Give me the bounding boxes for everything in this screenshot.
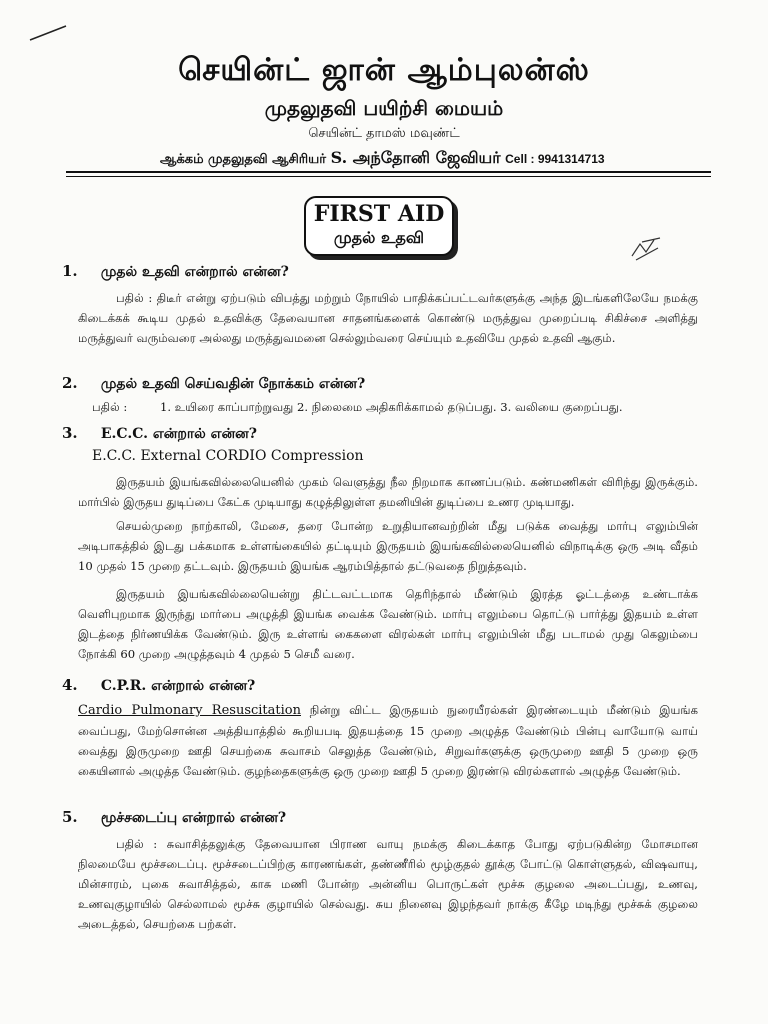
cpr-paragraph	[78, 700, 698, 781]
section-question: மூச்சடைப்பு என்றால் என்ன?	[100, 810, 287, 826]
section-1-answer: பதில் : திடீர் என்று ஏற்படும் விபத்து மற்றும் நோயில் பாதிக்கப்பட்டவர்களுக்கு அந்த இடங்களிலேயே நமக்கு கிடைக்கக் கூடிய முதல் உதவிக்கு தேவையான சாதனங்களைக் கொண்டு மருத்துவ முறைப்படி சிகிச்சை அளித்து மருத்துவர் வரும்வரை அல்லது மருத்துவமனை செல்லும்வரை செய்யும் உதவியே முதல் உதவி ஆகும்.	[78, 291, 698, 345]
section-question: E.C.C. என்றால் என்ன?	[100, 426, 257, 442]
cpr-term: Cardio Pulmonary Resuscitation	[78, 703, 301, 718]
header-rule-thin	[66, 176, 711, 177]
section-4-heading	[62, 676, 255, 696]
section-1-heading	[62, 262, 289, 282]
instructor-name: S. அந்தோனி ஜேவியர்	[330, 148, 501, 167]
section-number: 5.	[62, 808, 78, 826]
section-question: C.P.R. என்றால் என்ன?	[100, 678, 256, 694]
section-number: 4.	[62, 676, 78, 694]
first-aid-title-en: FIRST AID	[313, 201, 445, 227]
ecc-expansion: E.C.C. External CORDIO Compression	[92, 448, 364, 464]
first-aid-title-ta: முதல் உதவி	[333, 228, 425, 247]
section-2-heading	[62, 374, 365, 394]
organization-title: செயின்ட் ஜான் ஆம்புலன்ஸ்	[178, 52, 590, 88]
section-number: 2.	[62, 374, 78, 392]
section-2-answer: 1. உயிரை காப்பாற்றுவது 2. நிலைமை அதிகரிக்காமல் தடுப்பது. 3. வலியை குறைப்பது.	[160, 400, 623, 414]
ecc-paragraph-3: இருதயம் இயங்கவில்லையென்று திட்டவட்டமாக தெரிந்தால் மீண்டும் இரத்த ஓட்டத்தை உண்டாக்க வெளிபுறமாக இருந்து மார்பை அழுத்தி இயங்க வைக்க வேண்டும். மார்பு எலும்பை தொட்டு பார்த்து இதயம் உள்ள இடத்தை நிர்ணயிக்க வேண்டும். இரு உள்ளங் கைகளை விரல்கள் மார்பு எலும்பின் மீது படாமல் முது கெலும்பை நோக்கி 60 முறை அழுத்தவும் 4 முதல் 5 செமீ வரை.	[78, 587, 698, 661]
location-line: செயின்ட் தாமஸ் மவுண்ட்	[308, 126, 460, 141]
header-rule-thick	[66, 171, 711, 173]
ecc-paragraph-2: செயல்முறை நாற்காலி, மேசை, தரை போன்ற உறுதியானவற்றின் மீது படுக்க வைத்து மார்பு எலும்பின் அடிபாகத்தில் இடது பக்கமாக உள்ளங்கையில் தட்டியும் இருதயம் இயங்கவில்லையெனில் விநாடிக்கு ஒரு அடி வீதம் 10 முதல் 15 முறை தட்டவும். இருதயம் இயங்க ஆரம்பித்தால் தட்டுவதை நிறுத்தவும்.	[78, 519, 698, 573]
instructor-prefix: ஆக்கம் முதலுதவி ஆசிரியர்	[160, 152, 327, 167]
instructor-line	[160, 148, 605, 169]
section-5-heading	[62, 808, 286, 828]
section-number: 1.	[62, 262, 78, 280]
first-aid-badge	[304, 196, 454, 256]
section-number: 3.	[62, 424, 78, 442]
ecc-paragraph-1: இருதயம் இயங்கவில்லையெனில் முகம் வெளுத்து நீல நிறமாக காணப்படும். கண்மணிகள் விரிந்து இருக்கும். மார்பில் இருதய துடிப்பை கேட்க முடியாது கழுத்திலுள்ள தமனியின் துடிப்பை உணர முடியாது.	[78, 475, 698, 509]
centre-subtitle: முதலுதவி பயிற்சி மையம்	[264, 96, 504, 120]
section-3-heading	[62, 424, 257, 444]
cell-number: Cell : 9941314713	[505, 152, 605, 166]
scan-scribble-mark	[628, 234, 664, 264]
section-2-answer-label: பதில் :	[92, 400, 128, 414]
scan-stroke-mark	[28, 22, 68, 42]
section-question: முதல் உதவி செய்வதின் நோக்கம் என்ன?	[100, 376, 366, 392]
cpr-text: நின்று விட்ட இருதயம் நுரையீரல்கள் இரண்டையும் மீண்டும் இயங்க வைப்பது, மேற்சொன்ன அத்தியாத்தில் கூறியபடி இதயத்தை 15 முறை அழுத்த வேண்டும் பின்பு வாயோடு வாய் வைத்து இருமுறை ஊதி செயற்கை சுவாசம் செலுத்த வேண்டும், சிறுவர்களுக்கு ஒருமுறை ஊதி 5 முறை ஒரு கையினால் அழுத்த வேண்டும். குழந்தைகளுக்கு ஒரு முறை ஊதி 5 முறை இரண்டு விரல்களால் அழுத்த வேண்டும்.	[78, 703, 698, 778]
section-question: முதல் உதவி என்றால் என்ன?	[100, 264, 289, 280]
section-5-answer: பதில் : சுவாசித்தலுக்கு தேவையான பிராண வாயு நமக்கு கிடைக்காத போது ஏற்படுகின்ற மோசமான நிலமையே மூச்சடைப்பு. மூச்சடைப்பிற்கு காரணங்கள், தண்ணீரில் மூழ்குதல் தூக்கு போட்டு கொள்ளுதல், விஷவாயு, மின்சாரம், புகை சுவாசித்தல், காசு மணி போன்ற அன்னிய பொருட்கள் மூச்சு குழலை அடைப்பது, உணவு, உணவுகுழாயில் செல்லாமல் மூச்சு குழாயில் செல்வது. சுய நினைவு இழந்தவர் நாக்கு கீழே மடிந்து மூச்சுக் குழலை அடைத்தல், செயற்கை பற்கள்.	[78, 837, 698, 931]
